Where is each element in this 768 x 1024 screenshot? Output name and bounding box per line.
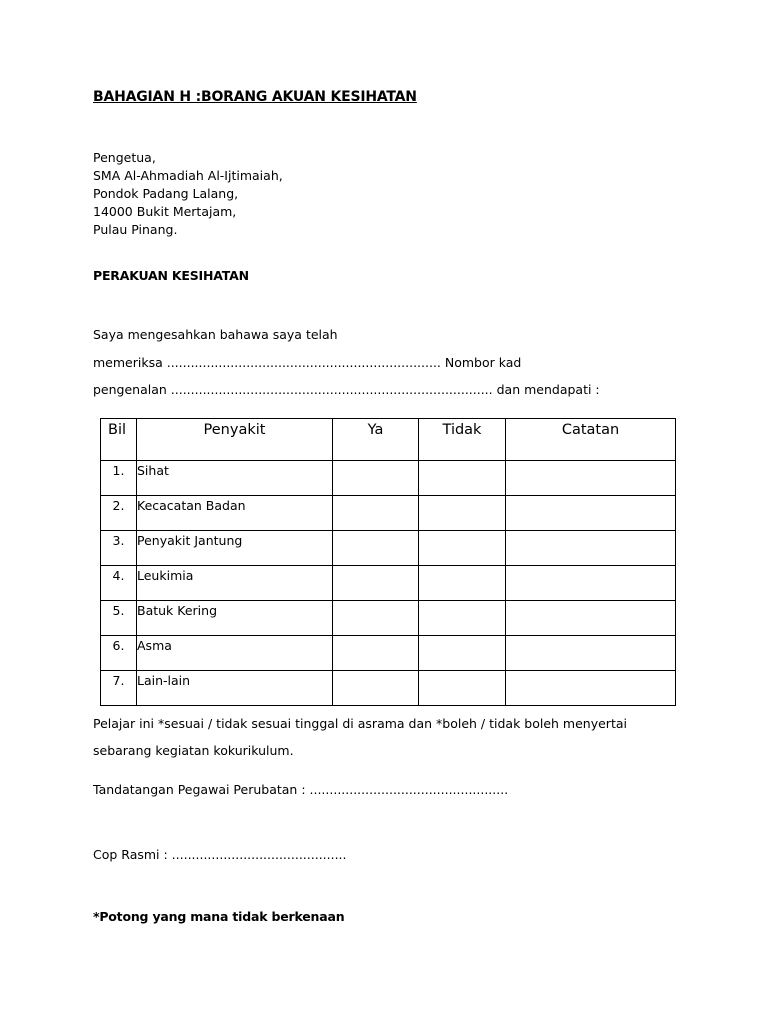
header-tidak: Tidak xyxy=(419,419,506,461)
row-number: 7. xyxy=(101,671,137,706)
address-line: 14000 Bukit Mertajam, xyxy=(93,204,237,219)
ya-cell[interactable] xyxy=(333,671,419,706)
disease-name: Kecacatan Badan xyxy=(137,496,333,531)
declaration-line-2: memeriksa ..................................................................... Nombor kad xyxy=(93,355,522,370)
ya-cell[interactable] xyxy=(333,461,419,496)
ya-cell[interactable] xyxy=(333,566,419,601)
address-line: Pengetua, xyxy=(93,150,156,165)
header-ya: Ya xyxy=(333,419,419,461)
table-header-row xyxy=(101,419,676,461)
row-number: 3. xyxy=(101,531,137,566)
header-catatan: Catatan xyxy=(506,419,676,461)
table-row xyxy=(101,636,676,671)
address-line: Pulau Pinang. xyxy=(93,222,178,237)
tidak-cell[interactable] xyxy=(419,636,506,671)
table-row xyxy=(101,461,676,496)
statement-line-2: sebarang kegiatan kokurikulum. xyxy=(93,743,294,758)
catatan-cell[interactable] xyxy=(506,566,676,601)
tidak-cell[interactable] xyxy=(419,566,506,601)
tidak-cell[interactable] xyxy=(419,601,506,636)
ya-cell[interactable] xyxy=(333,531,419,566)
row-number: 5. xyxy=(101,601,137,636)
statement-line-1: Pelajar ini *sesuai / tidak sesuai tinggal di asrama dan *boleh / tidak boleh menyertai xyxy=(93,716,627,731)
table-row xyxy=(101,531,676,566)
header-penyakit: Penyakit xyxy=(137,419,333,461)
disease-name: Lain-lain xyxy=(137,671,333,706)
catatan-cell[interactable] xyxy=(506,671,676,706)
address-line: Pondok Padang Lalang, xyxy=(93,186,239,201)
footnote: *Potong yang mana tidak berkenaan xyxy=(93,909,345,924)
header-bil: Bil xyxy=(101,419,137,461)
table-row xyxy=(101,566,676,601)
tidak-cell[interactable] xyxy=(419,496,506,531)
row-number: 1. xyxy=(101,461,137,496)
catatan-cell[interactable] xyxy=(506,601,676,636)
stamp-line: Cop Rasmi : ............................................ xyxy=(93,847,347,862)
disease-name: Asma xyxy=(137,636,333,671)
declaration-line-1: Saya mengesahkan bahawa saya telah xyxy=(93,327,338,342)
table-row xyxy=(101,496,676,531)
ya-cell[interactable] xyxy=(333,601,419,636)
row-number: 6. xyxy=(101,636,137,671)
disease-name: Penyakit Jantung xyxy=(137,531,333,566)
catatan-cell[interactable] xyxy=(506,461,676,496)
table-row xyxy=(101,671,676,706)
section-heading: PERAKUAN KESIHATAN xyxy=(93,268,249,283)
signature-line: Tandatangan Pegawai Perubatan : .................................................. xyxy=(93,782,509,797)
form-title: BAHAGIAN H :BORANG AKUAN KESIHATAN xyxy=(93,89,417,105)
catatan-cell[interactable] xyxy=(506,636,676,671)
table-row xyxy=(101,601,676,636)
tidak-cell[interactable] xyxy=(419,461,506,496)
tidak-cell[interactable] xyxy=(419,671,506,706)
ya-cell[interactable] xyxy=(333,496,419,531)
declaration-line-3: pengenalan ................................................................................. dan mendapati : xyxy=(93,382,600,397)
catatan-cell[interactable] xyxy=(506,531,676,566)
ya-cell[interactable] xyxy=(333,636,419,671)
disease-name: Leukimia xyxy=(137,566,333,601)
disease-name: Batuk Kering xyxy=(137,601,333,636)
catatan-cell[interactable] xyxy=(506,496,676,531)
health-table xyxy=(100,418,676,706)
row-number: 4. xyxy=(101,566,137,601)
recipient-address xyxy=(93,149,283,239)
row-number: 2. xyxy=(101,496,137,531)
tidak-cell[interactable] xyxy=(419,531,506,566)
address-line: SMA Al-Ahmadiah Al-Ijtimaiah, xyxy=(93,168,283,183)
disease-name: Sihat xyxy=(137,461,333,496)
